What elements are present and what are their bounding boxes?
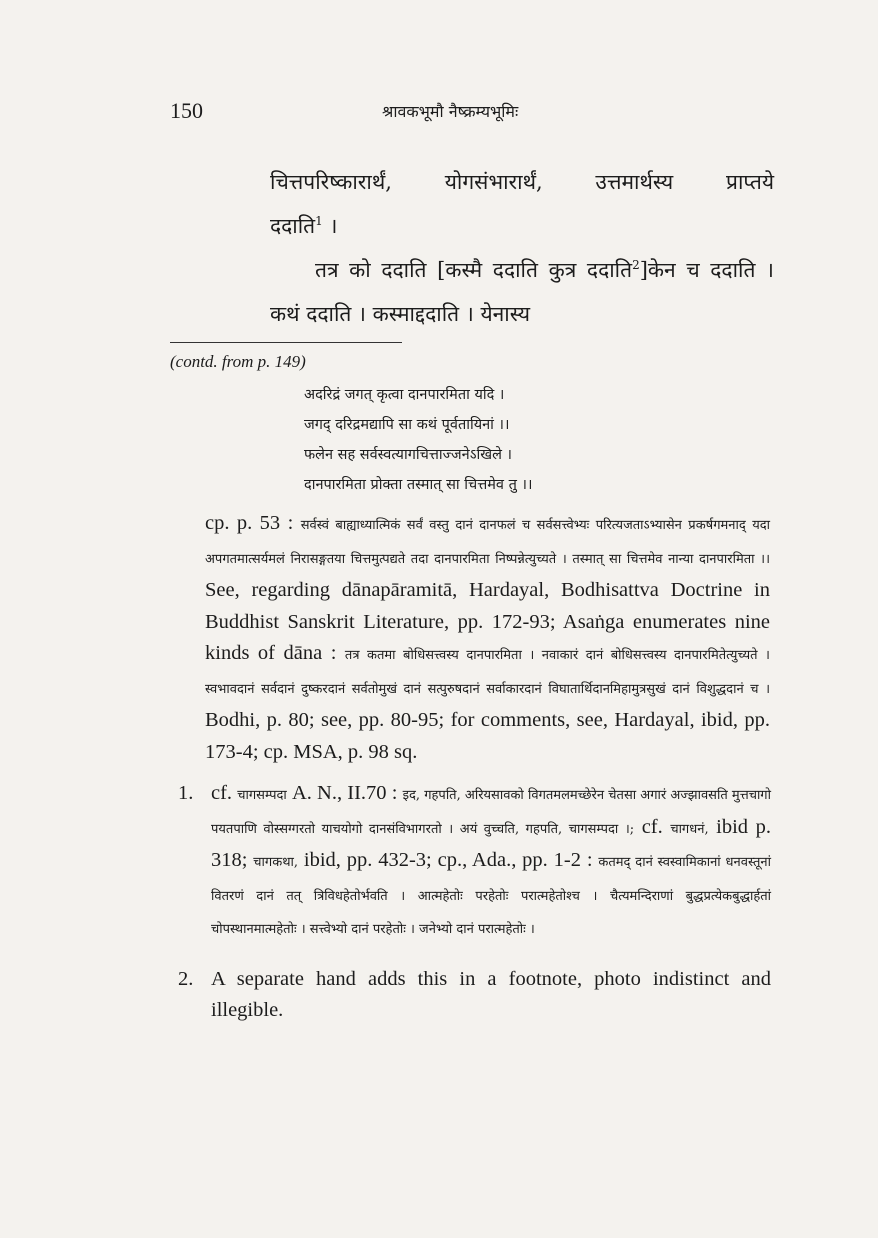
verse-line: दानपारमिता प्रोक्ता तस्मात् सा चित्तमेव तु ।।	[304, 477, 533, 493]
fn-text: cf.	[634, 815, 671, 838]
note-english-2: Bodhi, p. 80; see, pp. 80-95; for comments, see, Hardayal, ibid, pp. 173-4; cp. MSA, p. 98 sq.	[205, 709, 770, 763]
main-paragraph-1-line-2	[270, 204, 774, 248]
fn-sanskrit: चागसम्पदा	[237, 788, 287, 803]
footnote-body: A separate hand adds this in a footnote, photo indistinct and illegible.	[211, 967, 771, 1021]
main-paragraph-2	[270, 248, 774, 336]
page-number: 150	[170, 98, 203, 123]
verse-line: फलेन सह सर्वस्वत्यागचित्ताज्जनेऽखिले ।	[304, 447, 513, 463]
continued-note	[205, 508, 770, 768]
fn-sanskrit: चागकथा,	[253, 855, 299, 870]
footnote-ref-1[interactable]: 1	[315, 214, 323, 228]
verse-line: जगद् दरिद्रमद्यापि सा कथं पूर्वतायिनां ।।	[304, 417, 510, 433]
footnote-separator	[170, 342, 402, 343]
main-paragraph-1-line-1: चित्तपरिष्कारार्थं, योगसंभारार्थं, उत्तमार्थस्य प्राप्तये	[270, 170, 774, 194]
main-text	[270, 160, 774, 336]
fn-text: ibid, pp. 432-3; cp., Ada., pp. 1-2 :	[298, 849, 599, 871]
footnote-number: 2.	[178, 967, 194, 990]
note-sanskrit-2: तत्र कतमा बोधिसत्त्वस्य दानपारमिता । नवाकारं दानं बोधिसत्त्वस्य दानपारमितेत्युच्यते । स्वभावदानं सर्वदानं दुष्करदानं सर्वतोमुखं दानं सत्पुरुषदानं सर्वाकारदानं विघातार्थिदानमिहामुत्रसुखं दानं विशुद्धदानं च ।	[205, 648, 770, 697]
verse-block	[304, 380, 780, 500]
footnote-number: 1.	[178, 782, 194, 804]
contd-label: (contd. from p. 149)	[170, 352, 306, 371]
para1-danda: ।	[322, 214, 338, 238]
footnote-1	[170, 778, 780, 946]
note-cp: cp. p. 53 :	[205, 512, 294, 534]
note-sanskrit-1: सर्वस्वं बाह्याध्यात्मिकं सर्वं वस्तु दानं दानफलं च सर्वसत्त्वेभ्यः परित्यजताऽभ्यासेन प्रकर्षगमनाद् यदा अपगतमात्सर्यमलं निरासङ्गतया चित्तमुत्पद्यते तदा दानपारमिता निष्पन्नेत्युच्यते । तस्मात् सा चित्तमेव नान्या दानपारमिता ।।	[205, 518, 771, 567]
para2-text-b: ]केन च ददाति । कथं ददाति । कस्माद्ददाति । येनास्य	[270, 258, 774, 326]
fn-text: ibid p. 318;	[211, 815, 771, 871]
fn-sanskrit: कतमद् दानं स्वस्वामिकानां धनवस्तूनां वितरणं दानं तत् त्रिविधहेतोर्भवति । आत्महेतोः परहेतोः परात्महेतोश्च । चैत्यमन्दिराणां बुद्धप्रत्येकबुद्धार्हतां चोपस्थानमात्महेतोः । सत्त्वेभ्यो दानं परहेतोः । जनेभ्यो दानं परात्महेतोः ।	[211, 855, 772, 937]
note-english-1: See, regarding dānapāramitā, Hardayal, Bodhisattva Doctrine in Buddhist Sanskrit Literature, pp. 172-93; Asaṅga enumerates nine kinds of dāna :	[205, 579, 770, 664]
verse-line: अदरिद्रं जगत् कृत्वा दानपारमिता यदि ।	[304, 387, 505, 403]
footnote-body	[211, 778, 771, 946]
fn-text: A. N., II.70 :	[286, 782, 403, 804]
footnote-2	[170, 964, 780, 1027]
footnotes-area	[170, 350, 780, 1027]
fn-text: cf.	[211, 782, 238, 804]
footnote-ref-2[interactable]: 2	[632, 258, 640, 272]
fn-sanskrit: इद, गहपति, अरियसावको विगतमलमच्छेरेन चेतसा अगारं अज्झावसति मुत्तचागो पयतपाणि वोस्सग्गरतो याचयोगो दानसंविभागरतो । अयं वुच्चति, गहपति, चागसम्पदा ।;	[211, 788, 771, 837]
running-head: श्रावकभूमौ नैष्क्रम्यभूमिः	[382, 102, 519, 121]
para2-text-a: तत्र को ददाति [कस्मै ददाति कुत्र ददाति	[315, 258, 633, 282]
fn-sanskrit: चागधनं,	[670, 821, 709, 837]
para1-text: ददाति	[270, 214, 316, 238]
